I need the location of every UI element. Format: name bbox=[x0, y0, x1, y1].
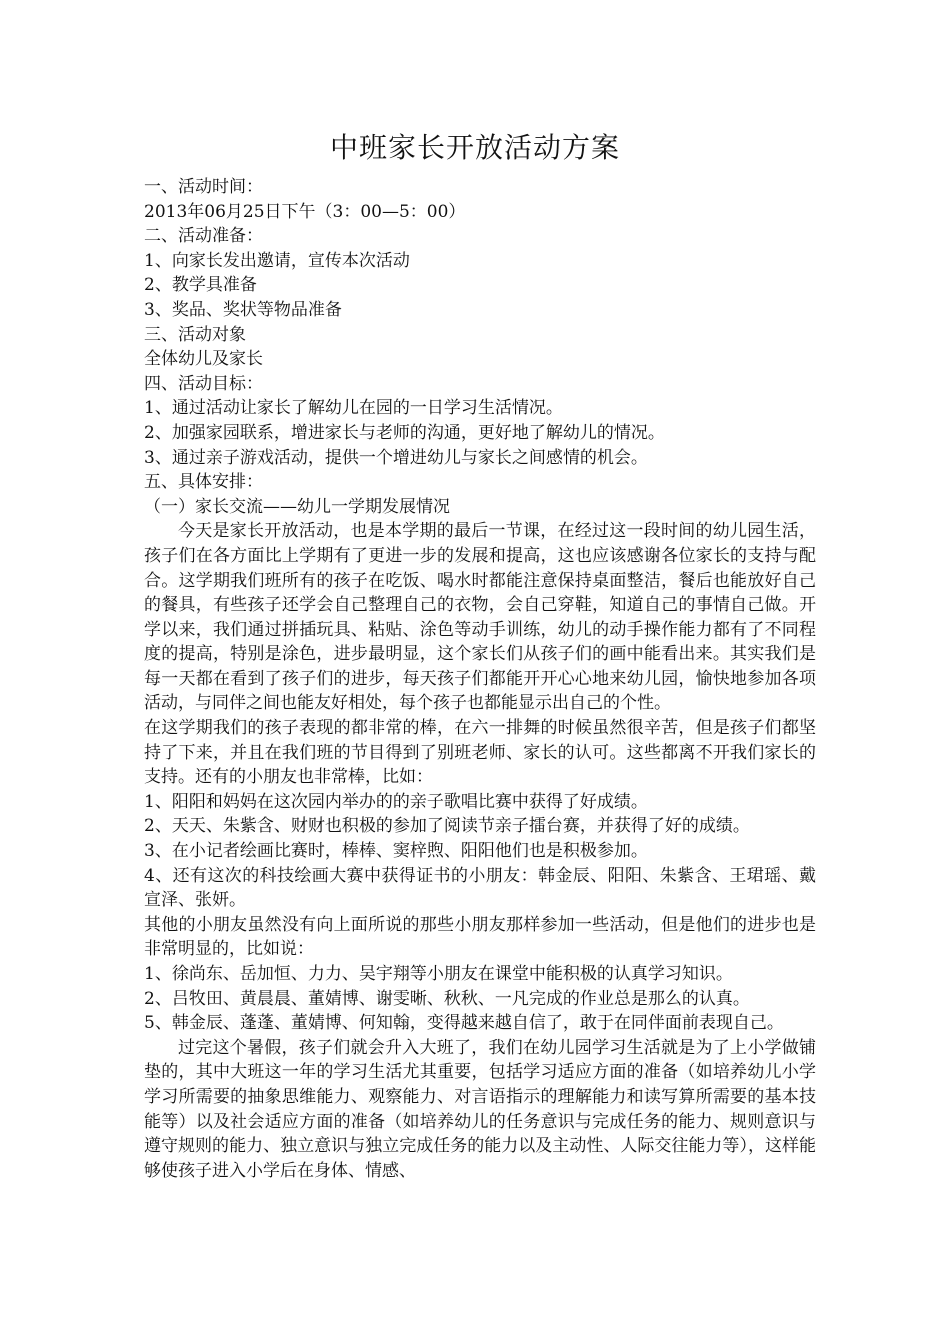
section-heading-audience: 三、活动对象 bbox=[144, 324, 246, 345]
document-body bbox=[144, 175, 816, 1183]
progress-item-5: 5、韩金辰、蓬蓬、董婧博、何知翰，变得越来越自信了，敢于在同伴面前表现自己。 bbox=[144, 1013, 784, 1034]
paragraph-summer: 过完这个暑假，孩子们就会升入大班了，我们在幼儿园学习生活就是为了上小学做铺垫的，其中大班这一年的学习生活尤其重要，包括学习适应方面的准备（如培养幼儿小学学习所需要的抽象思维能力、观察能力、对言语指示的理解能力和读写算所需要的基本技能等）以及社会适应方面的准备（如培养幼儿的任务意识与完成任务的能力、规则意识与遵守规则的能力、独立意识与独立完成任务的能力以及主动性、人际交往能力等），这样能够使孩子进入小学后在身体、情感、 bbox=[144, 1037, 816, 1181]
document-title: 中班家长开放活动方案 bbox=[329, 131, 620, 164]
progress-item-1: 1、徐尚东、岳加恒、力力、吴宇翔等小朋友在课堂中能积极的认真学习知识。 bbox=[144, 964, 733, 984]
preparation-item-3: 3、奖品、奖状等物品准备 bbox=[144, 299, 342, 320]
audience-text: 全体幼儿及家长 bbox=[144, 349, 263, 370]
achievement-item-2: 2、天天、朱紫含、财财也积极的参加了阅读节亲子擂台赛，并获得了好的成绩。 bbox=[144, 816, 750, 837]
section-heading-time: 一、活动时间： bbox=[144, 177, 263, 197]
progress-item-2: 2、吕牧田、黄晨晨、董婧博、谢雯晰、秋秋、一凡完成的作业总是那么的认真。 bbox=[144, 988, 750, 1009]
subsection-heading-exchange: （一）家长交流——幼儿一学期发展情况 bbox=[144, 496, 450, 517]
goal-item-3: 3、通过亲子游戏活动，提供一个增进幼儿与家长之间感情的机会。 bbox=[144, 447, 648, 468]
goal-item-1: 1、通过活动让家长了解幼儿在园的一日学习生活情况。 bbox=[144, 398, 563, 419]
achievement-item-3: 3、在小记者绘画比赛时，棒棒、窦梓煦、阳阳他们也是积极参加。 bbox=[144, 841, 648, 862]
preparation-item-2: 2、教学具准备 bbox=[144, 275, 257, 296]
paragraph-others: 其他的小朋友虽然没有向上面所说的那些小朋友那样参加一些活动，但是他们的进步也是非常明显的，比如说： bbox=[144, 914, 816, 960]
paragraph-performance: 在这学期我们的孩子表现的都非常的棒，在六一排舞的时候虽然很辛苦，但是孩子们都坚持了下来，并且在我们班的节目得到了别班老师、家长的认可。这些都离不开我们家长的支持。还有的小朋友也非常棒，比如： bbox=[144, 718, 816, 788]
section-heading-goals: 四、活动目标： bbox=[144, 373, 263, 394]
section-heading-arrangement: 五、具体安排： bbox=[144, 472, 263, 493]
activity-time-text: 2013年06月25日下午（3：00—5：00） bbox=[144, 201, 466, 222]
preparation-item-1: 1、向家长发出邀请，宣传本次活动 bbox=[144, 250, 410, 271]
achievement-item-4: 4、还有这次的科技绘画大赛中获得证书的小朋友：韩金辰、阳阳、朱紫含、王珺瑶、戴宣泽、张妍。 bbox=[144, 865, 816, 911]
goal-item-2: 2、加强家园联系，增进家长与老师的沟通，更好地了解幼儿的情况。 bbox=[144, 422, 665, 443]
achievement-item-1: 1、阳阳和妈妈在这次园内举办的的亲子歌唱比赛中获得了好成绩。 bbox=[144, 791, 648, 812]
paragraph-intro: 今天是家长开放活动，也是本学期的最后一节课，在经过这一段时间的幼儿园生活，孩子们在各方面比上学期有了更进一步的发展和提高，这也应该感谢各位家长的支持与配合。这学期我们班所有的孩子在吃饭、喝水时都能注意保持桌面整洁，餐后也能放好自己的餐具，有些孩子还学会自己整理自己的衣物，会自己穿鞋，知道自己的事情自己做。开学以来，我们通过拼插玩具、粘贴、涂色等动手训练，幼儿的动手操作能力都有了不同程度的提高，特别是涂色，进步最明显，这个家长们从孩子们的画中能看出来。其实我们是每一天都在看到了孩子们的进步，每天孩子们都能开开心心地来幼儿园，愉快地参加各项活动，与同伴之间也能友好相处，每个孩子也都能显示出自己的个性。 bbox=[144, 521, 816, 714]
section-heading-preparation: 二、活动准备： bbox=[144, 226, 263, 247]
